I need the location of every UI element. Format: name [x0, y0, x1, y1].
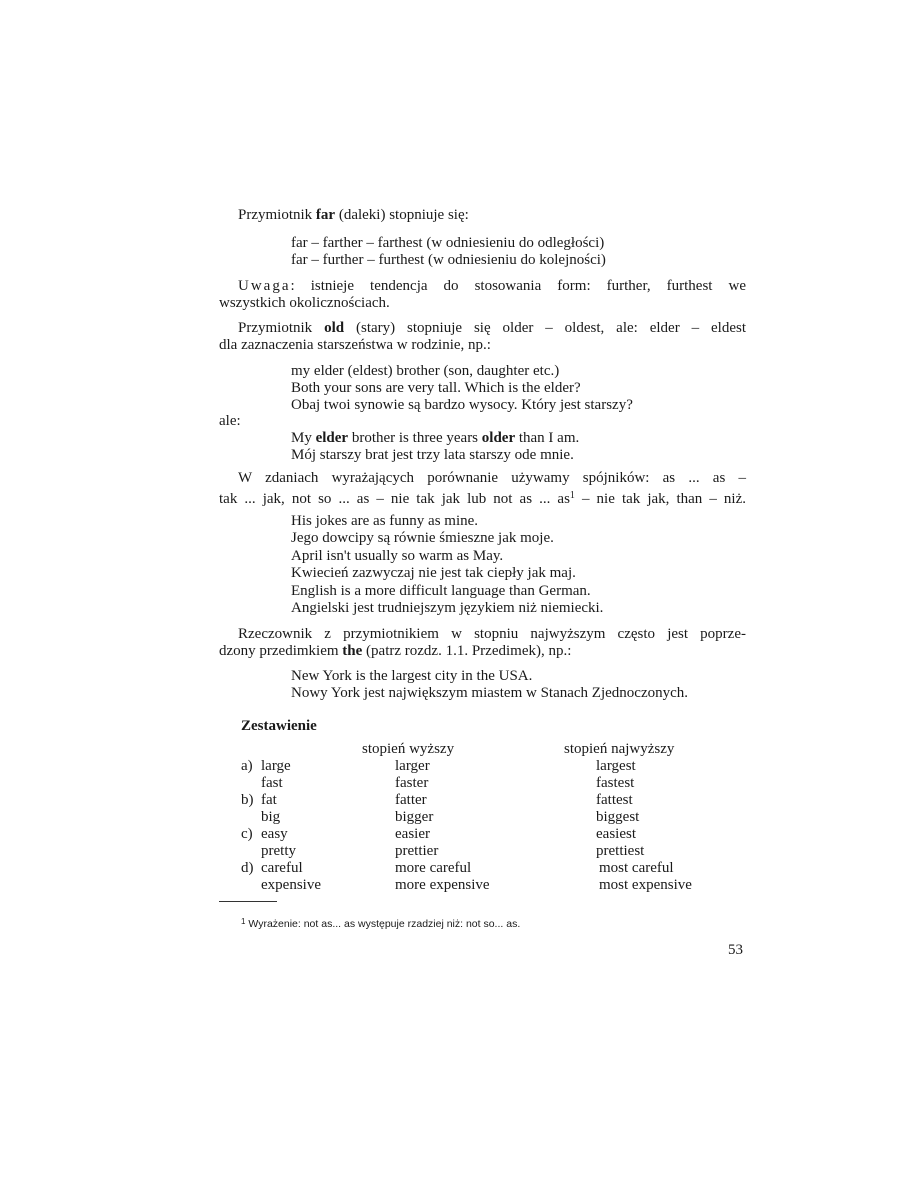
superlative-form: prettiest [596, 843, 645, 859]
note-label: Uwaga [238, 278, 291, 294]
superlative-form: fastest [596, 775, 635, 791]
conjunctions-text: tak ... jak, not so ... as – nie tak jak lub not as ... as [219, 491, 570, 507]
example-text: brother is three years [348, 430, 482, 446]
superlative-intro-line-1 [219, 626, 746, 643]
superlative-form: most expensive [599, 877, 692, 893]
note-text: : istnieje tendencja do stosowania form: further, furthest we [290, 278, 746, 294]
comparison-example: His jokes are as funny as mine. [291, 513, 479, 529]
elder-example: Obaj twoi synowie są bardzo wysocy. Który jest starszy? [291, 397, 633, 413]
elder-example: my elder (eldest) brother (son, daughter etc.) [291, 363, 560, 379]
base-form: fat [261, 792, 277, 808]
footnote-text: Wyrażenie: not as... as występuje rzadziej niż: not so... as. [248, 918, 521, 930]
note-line-2: wszystkich okolicznościach. [219, 295, 390, 311]
superlative-form: largest [596, 758, 636, 774]
summary-heading: Zestawienie [241, 718, 317, 734]
comparative-form: larger [395, 758, 430, 774]
base-form: fast [261, 775, 283, 791]
comparative-form: more careful [395, 860, 472, 876]
superlative-intro-line-2 [219, 643, 571, 660]
comparative-form: more expensive [395, 877, 490, 893]
comparison-example: April isn't usually so warm as May. [291, 548, 504, 564]
far-form-line: far – further – furthest (w odniesieniu do kolejności) [291, 252, 606, 268]
superlative-intro-text: (patrz rozdz. 1.1. Przedimek), np.: [362, 643, 572, 659]
example-text: My [291, 430, 316, 446]
comparative-form: fatter [395, 792, 427, 808]
superlative-intro-text: dzony przedimkiem [219, 643, 343, 659]
base-form: large [261, 758, 291, 774]
superlative-form: biggest [596, 809, 640, 825]
conjunctions-text: W zdaniach wyrażających porównanie używamy spójników: as ... as – [238, 470, 746, 486]
superlative-example: Nowy York jest największym miastem w Stanach Zjednoczonych. [291, 685, 689, 701]
elder-example: Both your sons are very tall. Which is the elder? [291, 380, 581, 396]
comparison-example: Kwiecień zazwyczaj nie jest tak ciepły jak maj. [291, 565, 576, 581]
old-intro-post: (stary) stopniuje się older – oldest, ale: elder – eldest [344, 320, 746, 336]
base-form: pretty [261, 843, 296, 859]
base-form: careful [261, 860, 303, 876]
far-intro [238, 207, 469, 224]
far-form-line: far – farther – farthest (w odniesieniu do odległości) [291, 235, 605, 251]
footnote-marker: 1 [241, 917, 246, 926]
base-form: expensive [261, 877, 321, 893]
old-intro [219, 320, 746, 337]
conjunctions-text: – nie tak jak, than – niż. [574, 491, 746, 507]
footnote-ref: 1 [569, 490, 575, 501]
row-marker: a) [241, 758, 253, 774]
example-text: than I am. [515, 430, 580, 446]
comparative-form: prettier [395, 843, 439, 859]
page-number: 53 [728, 942, 743, 958]
conjunctions-line-2 [219, 487, 746, 508]
superlative-form: easiest [596, 826, 636, 842]
footnote-divider [219, 901, 277, 902]
note-line [219, 278, 746, 295]
elder-word: elder [315, 430, 349, 446]
superlative-intro-text: Rzeczownik z przymiotnikiem w stopniu najwyższym często jest poprze- [238, 626, 746, 642]
old-word: old [324, 320, 345, 336]
old-intro-line-2: dla zaznaczenia starszeństwa w rodzinie, np.: [219, 337, 491, 353]
older-word: older [481, 430, 516, 446]
base-form: big [261, 809, 281, 825]
footnote [241, 915, 520, 931]
elder-older-example [291, 430, 579, 447]
column-header-comparative: stopień wyższy [362, 741, 455, 757]
the-word: the [342, 643, 363, 659]
row-marker: b) [241, 792, 254, 808]
comparative-form: bigger [395, 809, 434, 825]
column-header-superlative: stopień najwyższy [564, 741, 675, 757]
far-word: far [315, 207, 336, 223]
base-form: easy [261, 826, 288, 842]
comparison-example: Angielski jest trudniejszym językiem niż niemiecki. [291, 600, 604, 616]
elder-older-translation: Mój starszy brat jest trzy lata starszy ode mnie. [291, 447, 574, 463]
comparison-example: Jego dowcipy są równie śmieszne jak moje. [291, 530, 554, 546]
superlative-form: fattest [596, 792, 633, 808]
ale-label: ale: [219, 413, 241, 429]
comparative-form: easier [395, 826, 430, 842]
superlative-example: New York is the largest city in the USA. [291, 668, 533, 684]
far-intro-post: (daleki) stopniuje się: [335, 207, 469, 223]
row-marker: d) [241, 860, 254, 876]
far-intro-pre: Przymiotnik [238, 207, 316, 223]
comparative-form: faster [395, 775, 429, 791]
conjunctions-line-1 [219, 470, 746, 487]
superlative-form: most careful [599, 860, 674, 876]
old-intro-pre: Przymiotnik [238, 320, 325, 336]
row-marker: c) [241, 826, 253, 842]
comparison-example: English is a more difficult language than German. [291, 583, 591, 599]
